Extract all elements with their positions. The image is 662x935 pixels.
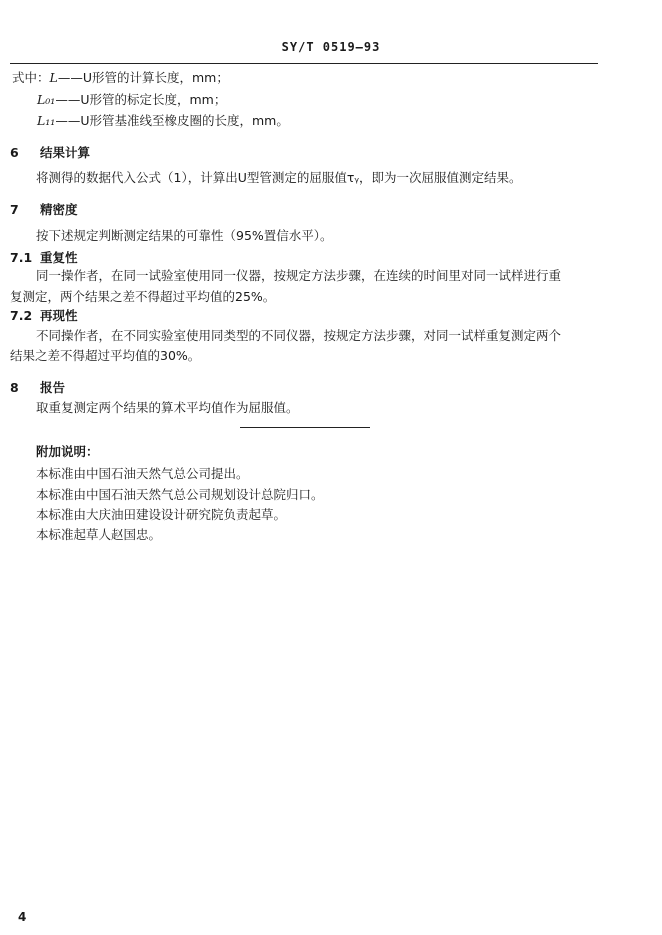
symbol-L11: L₁₁ <box>37 113 56 128</box>
additional-note-4: 本标准起草人赵国忠。 <box>36 527 162 542</box>
section-6-number: 6 <box>10 145 19 160</box>
section-8-body: 取重复测定两个结果的算术平均值作为屈服值。 <box>36 400 299 415</box>
additional-note-2: 本标准由中国石油天然气总公司规划设计总院归口。 <box>36 487 324 502</box>
symbol-L01: L₀₁ <box>37 92 56 107</box>
section-6-heading <box>10 145 90 161</box>
where-text-1: ——U形管的计算长度，mm； <box>57 70 229 85</box>
section-7-2-number: 7.2 <box>10 308 33 323</box>
section-7-2-title: 再现性 <box>40 308 78 323</box>
where-prefix: 式中： <box>12 70 50 85</box>
section-7-1-title: 重复性 <box>40 250 78 265</box>
section-7-1-body-line-2: 复测定，两个结果之差不得超过平均值的25%。 <box>10 289 276 304</box>
section-7-1-number: 7.1 <box>10 250 33 265</box>
standard-code-header: SY/T 0519—93 <box>281 40 381 54</box>
section-7-2-body-line-1: 不同操作者，在不同实验室使用同类型的不同仪器，按规定方法步骤，对同一试样重复测定两个 <box>36 328 562 343</box>
where-text-3: ——U形管基准线至橡皮圈的长度，mm。 <box>55 113 289 128</box>
where-line-1 <box>12 70 229 86</box>
section-7-2-body-line-2: 结果之差不得超过平均值的30%。 <box>10 348 201 363</box>
section-7-body: 按下述规定判断测定结果的可靠性（95%置信水平）。 <box>36 228 333 243</box>
section-8-title: 报告 <box>40 380 66 395</box>
section-6-body: 将测得的数据代入公式（1），计算出U型管测定的屈服值τᵧ，即为一次屈服值测定结果。 <box>36 170 522 185</box>
where-line-3 <box>37 113 289 129</box>
section-6-title: 结果计算 <box>40 145 91 160</box>
where-text-2: ——U形管的标定长度，mm； <box>55 92 227 107</box>
section-7-2-heading <box>10 308 78 324</box>
section-8-number: 8 <box>10 380 19 395</box>
header-rule <box>10 63 598 64</box>
additional-notes-title: 附加说明： <box>36 444 99 459</box>
additional-note-3: 本标准由大庆油田建设设计研究院负责起草。 <box>36 507 287 522</box>
section-7-title: 精密度 <box>40 202 78 217</box>
symbol-L: L <box>49 70 58 85</box>
section-8-heading <box>10 380 65 396</box>
additional-note-1: 本标准由中国石油天然气总公司提出。 <box>36 466 249 481</box>
page-number: 4 <box>18 910 27 924</box>
section-7-1-heading <box>10 250 78 266</box>
section-7-number: 7 <box>10 202 19 217</box>
end-rule <box>240 427 370 428</box>
section-7-heading <box>10 202 78 218</box>
where-line-2 <box>37 92 226 108</box>
section-7-1-body-line-1: 同一操作者，在同一试验室使用同一仪器，按规定方法步骤，在连续的时间里对同一试样进行重 <box>36 268 562 283</box>
